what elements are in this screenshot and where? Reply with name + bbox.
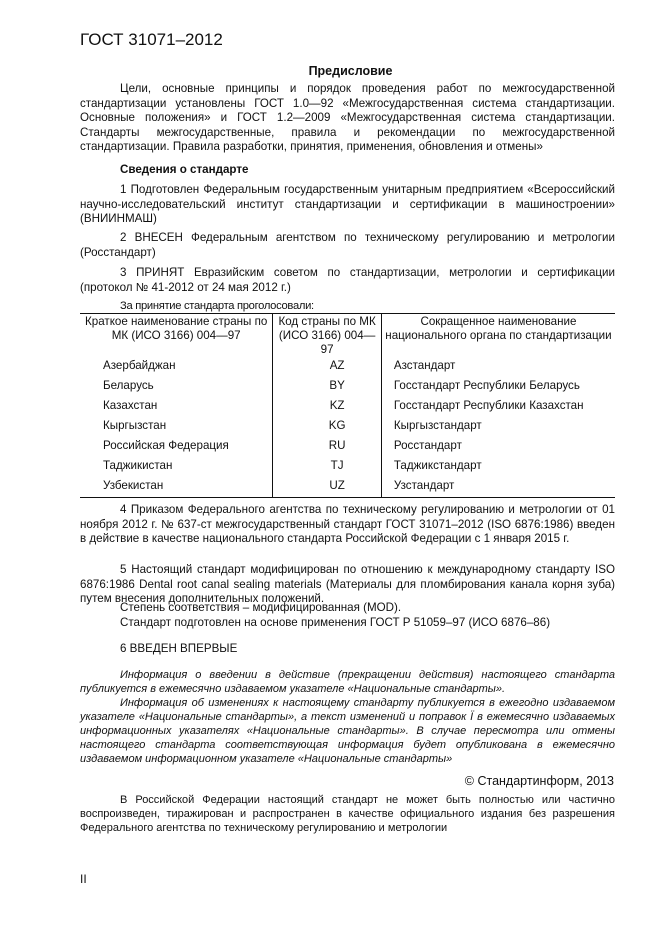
country-cell: Таджикистан [103,459,173,472]
table-row [80,377,615,397]
country-cell: Российская Федерация [103,439,229,452]
document-code: ГОСТ 31071–2012 [80,30,223,49]
table-row [80,477,615,497]
table-row [80,437,615,457]
info-item-3: 3 ПРИНЯТ Евразийским советом по стандартизации, метрологии и сертификации (протокол № 41-2012 от 24 мая 2012 г.) [80,266,615,294]
copyright-text: В Российской Федерации настоящий стандарт не может быть полностью или частично воспроизведен, тиражирован и распространен в качестве официального издания без разрешения Федерального агентства по техническому регулированию и метрологии [80,794,615,834]
country-cell: Казахстан [103,399,158,412]
later-item-6: 6 ВВЕДЕН ВПЕРВЫЕ [120,642,238,655]
body-cell: Госстандарт Республики Беларусь [393,379,580,392]
code-cell: KZ [273,397,382,417]
vote-table [80,313,615,498]
table-header-row [80,314,615,358]
header-code: Код страны по МК (ИСО 3166) 004—97 [273,314,382,358]
page-number: II [80,872,87,886]
code-cell: AZ [273,357,382,377]
info-heading: Сведения о стандарте [120,163,249,176]
foreword-intro: Цели, основные принципы и порядок проведения работ по межгосударственной стандартизации установлены ГОСТ 1.0—92 «Межгосударственная система стандартизации. Основные положения» и ГОСТ 1.2—2009 «Межгосударственная система стандартизации. Стандарты межгосударственные, правила и рекомендации по межгосударственной стандартизации. Правила разработки, принятия, применения, обновления и отмены» [80,82,615,154]
code-cell: UZ [273,477,382,497]
basis-statement: Стандарт подготовлен на основе применения ГОСТ Р 51059–97 (ИСО 6876–86) [120,616,551,629]
country-cell: Беларусь [103,379,154,392]
degree-of-correspondence: Степень соответствия – модифицированная (MOD). [120,601,402,614]
notice-paragraph-2: Информация об изменениях к настоящему стандарту публикуется в ежегодно издаваемом указателе «Национальные стандарты», а текст изменений и поправок Ї в ежемесячно издаваемых информационных указателях «Национальные стандарты». В случае пересмотра или отмены настоящего стандарта соответствующая информация будет опубликована в ежемесячно издаваемом информационном указателе «Национальные стандарты» [80,697,615,765]
body-cell: Таджикстандарт [393,459,482,472]
table-row [80,397,615,417]
later-item-4: 4 Приказом Федерального агентства по техническому регулированию и метрологии от 01 ноября 2012 г. № 637-ст межгосударственный стандарт ГОСТ 31071–2012 (ISO 6876:1986) введен в действие в качестве национального стандарта Российской Федерации с 1 января 2015 г. [80,503,615,546]
body-cell: Узстандарт [393,479,455,492]
table-row [80,457,615,477]
code-cell: BY [273,377,382,397]
code-cell: TJ [273,457,382,477]
header-body: Сокращенное наименование национального органа по стандартизации [385,315,612,342]
copyright-mark: © Стандартинформ, 2013 [464,774,614,788]
body-cell: Росстандарт [393,439,462,452]
body-cell: Кыргызстандарт [393,419,482,432]
table-row [80,417,615,437]
foreword-title: Предисловие [308,64,393,78]
vote-table-caption: За принятие стандарта проголосовали: [120,300,314,312]
later-item-5: 5 Настоящий стандарт модифицирован по отношению к международному стандарту ISO 6876:1986 Dental root canal sealing materials (Материалы для пломбирования канала корня зуба) путем внесения дополнительных положений. [80,563,615,606]
code-cell: RU [273,437,382,457]
country-cell: Азербайджан [103,359,176,372]
info-item-1: 1 Подготовлен Федеральным государственным унитарным предприятием «Всероссийский научно-исследовательский институт стандартизации и сертификации в машиностроении» (ВНИИНМАШ) [80,183,615,226]
header-country: Краткое наименование страны по МК (ИСО 3166) 004—97 [85,315,268,342]
body-cell: Азстандарт [393,359,456,372]
info-item-2: 2 ВНЕСЕН Федеральным агентством по техническому регулированию и метрологии (Росстандарт) [80,231,615,259]
table-row [80,357,615,377]
code-cell: KG [273,417,382,437]
country-cell: Кыргызстан [103,419,167,432]
body-cell: Госстандарт Республики Казахстан [393,399,584,412]
vote-table-block [80,300,615,498]
notice-paragraph-1: Информация о введении в действие (прекращении действия) настоящего стандарта публикуется в ежемесячно издаваемом указателе «Национальные стандарты». [80,669,615,695]
country-cell: Узбекистан [103,479,164,492]
